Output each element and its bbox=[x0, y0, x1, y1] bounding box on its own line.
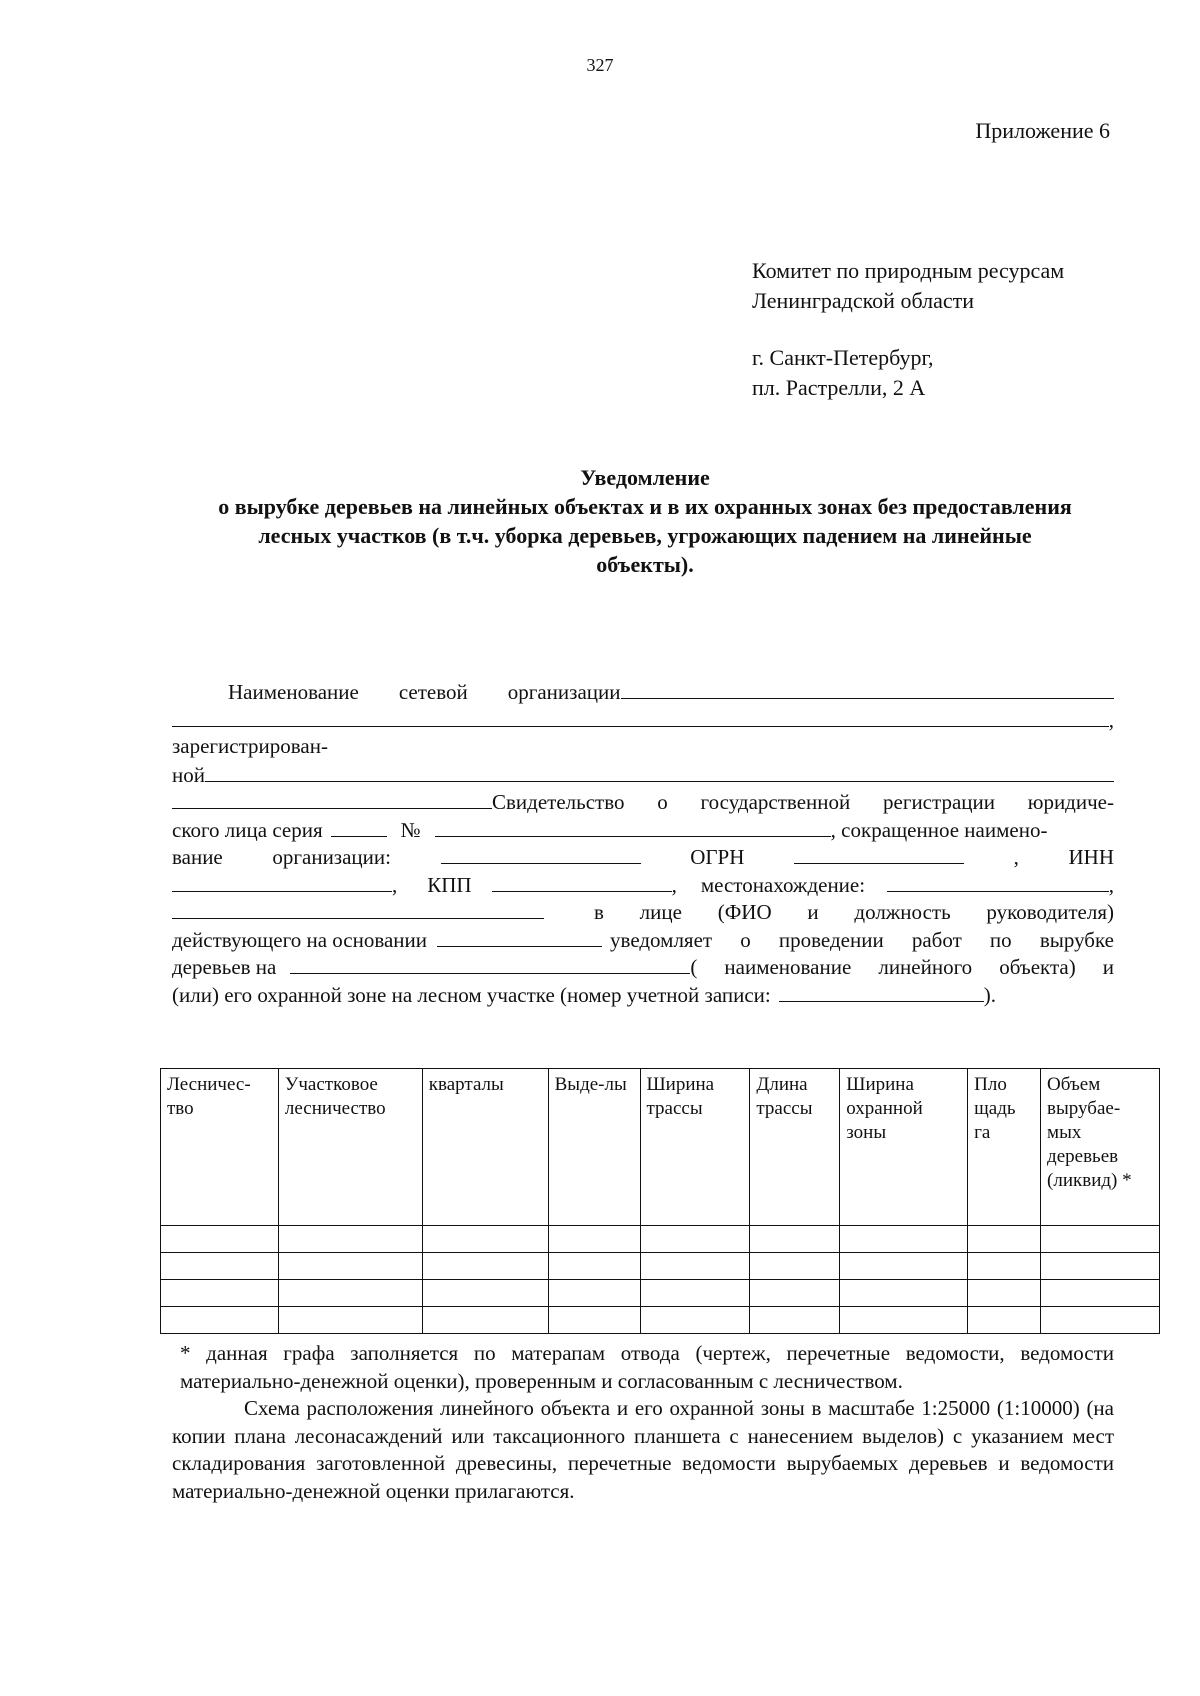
table-cell[interactable] bbox=[161, 1307, 279, 1334]
form-line-5 bbox=[172, 788, 1114, 816]
series-field[interactable] bbox=[331, 816, 387, 837]
form-line-2 bbox=[172, 706, 1114, 734]
table-cell[interactable] bbox=[161, 1253, 279, 1280]
table-cell[interactable] bbox=[968, 1307, 1041, 1334]
label-organizacii: организации: bbox=[272, 845, 391, 869]
comma: , bbox=[1108, 707, 1114, 732]
label-uvedomlyaet: уведомляет о проведении работ по вырубке bbox=[610, 927, 1114, 952]
table-cell[interactable] bbox=[422, 1226, 548, 1253]
label-close: ). bbox=[983, 982, 996, 1007]
table-cell[interactable] bbox=[1041, 1226, 1160, 1253]
schema-paragraph: Схема расположения линейного объекта и его охранной зоны в масштабе 1:25000 (1:10000) (на копии плана лесонасаждений или таксационного планшета с нанесением выделов) с указанием мест складирования заготовленной древесины, перечетные ведомости вырубаемых деревьев и ведомости материально-денежной оценки прилагаются. bbox=[172, 1396, 1114, 1503]
table-header-row bbox=[161, 1069, 1160, 1226]
table-cell[interactable] bbox=[161, 1280, 279, 1307]
table-cell[interactable] bbox=[548, 1280, 640, 1307]
page-number: 327 bbox=[586, 55, 614, 75]
location-field[interactable] bbox=[887, 871, 1109, 892]
label-org: организации bbox=[507, 680, 621, 704]
label-v-lice: в лице (ФИО и должность руководителя) bbox=[594, 900, 1114, 924]
table-cell[interactable] bbox=[278, 1280, 422, 1307]
table-cell[interactable] bbox=[640, 1226, 750, 1253]
label-mesto: местонахождение: bbox=[700, 872, 866, 897]
label-kpp: КПП bbox=[427, 872, 472, 897]
logging-table bbox=[160, 1068, 1160, 1334]
appendix-label: Приложение 6 bbox=[975, 118, 1110, 143]
form-line-10 bbox=[172, 926, 1114, 954]
comma-5: , bbox=[1108, 872, 1114, 897]
label-seria: ского лица серия bbox=[172, 817, 323, 842]
label-naim-lin: ( наименование линейного объекта) и bbox=[690, 955, 1114, 979]
label-naim: Наименование bbox=[228, 680, 359, 704]
label-ogrn: ОГРН bbox=[690, 845, 745, 869]
location-field-cont[interactable] bbox=[172, 898, 544, 919]
recipient-line-4: пл. Растрелли, 2 А bbox=[752, 375, 926, 400]
table-cell[interactable] bbox=[968, 1226, 1041, 1253]
form-line-4 bbox=[172, 761, 1114, 789]
recipient-org bbox=[752, 256, 1064, 316]
registration-field[interactable] bbox=[205, 761, 1114, 782]
label-zareg-2: ной bbox=[172, 762, 205, 787]
ogrn-field[interactable] bbox=[794, 843, 964, 864]
title-line-4: объекты). bbox=[596, 552, 694, 577]
footnote: * данная графа заполняется по матерапам отвода (чертеж, перечетные ведомости, ведомости материально-денежной оценки), проверенным и согласованным с лесничеством. bbox=[180, 1341, 1114, 1393]
table-cell[interactable] bbox=[548, 1307, 640, 1334]
table-row bbox=[161, 1226, 1160, 1253]
recipient-address bbox=[752, 343, 934, 403]
table-cell[interactable] bbox=[750, 1253, 840, 1280]
col-lesnichestvo: Лесничес-тво bbox=[161, 1069, 279, 1226]
table-cell[interactable] bbox=[840, 1226, 968, 1253]
label-sokr: , сокращенное наимено- bbox=[830, 817, 1048, 842]
org-name-field[interactable] bbox=[621, 678, 1115, 699]
table-cell[interactable] bbox=[750, 1226, 840, 1253]
table-cell[interactable] bbox=[750, 1307, 840, 1334]
form-line-6 bbox=[172, 816, 1114, 844]
form-line-8 bbox=[172, 871, 1114, 899]
table-cell[interactable] bbox=[640, 1307, 750, 1334]
label-deistv: действующего на основании bbox=[172, 927, 428, 952]
kpp-field[interactable] bbox=[492, 871, 672, 892]
table-cell[interactable] bbox=[278, 1226, 422, 1253]
table-cell[interactable] bbox=[968, 1253, 1041, 1280]
form-line-11 bbox=[172, 953, 1114, 981]
label-ili: (или) его охранной зоне на лесном участке (номер учетной записи: bbox=[172, 982, 771, 1007]
label-derevev-na: деревьев на bbox=[172, 955, 277, 979]
table-cell[interactable] bbox=[840, 1280, 968, 1307]
table-cell[interactable] bbox=[278, 1253, 422, 1280]
title-line-3: лесных участков (в т.ч. уборка деревьев, угрожающих падением на линейные bbox=[258, 523, 1032, 548]
table-cell[interactable] bbox=[548, 1253, 640, 1280]
col-uchastkovoe: Участковое лесничество bbox=[278, 1069, 422, 1226]
col-volume: Объем вырубае-мых деревьев (ликвид) * bbox=[1041, 1069, 1160, 1226]
label-inn: ИНН bbox=[1068, 845, 1114, 869]
table-cell[interactable] bbox=[640, 1280, 750, 1307]
title-line-1: Уведомление bbox=[580, 465, 710, 490]
col-area: Пло щадь га bbox=[968, 1069, 1041, 1226]
table-cell[interactable] bbox=[161, 1226, 279, 1253]
inn-field[interactable] bbox=[172, 871, 392, 892]
comma-4: , bbox=[671, 872, 677, 897]
table-cell[interactable] bbox=[422, 1280, 548, 1307]
table-cell[interactable] bbox=[1041, 1253, 1160, 1280]
table-cell[interactable] bbox=[278, 1307, 422, 1334]
table-cell[interactable] bbox=[422, 1253, 548, 1280]
form-line-7 bbox=[172, 843, 1114, 871]
table-cell[interactable] bbox=[750, 1280, 840, 1307]
col-vydely: Выде-лы bbox=[548, 1069, 640, 1226]
col-kvartaly: кварталы bbox=[422, 1069, 548, 1226]
label-zareg-1: зарегистрирован- bbox=[172, 734, 328, 758]
comma-3: , bbox=[392, 872, 398, 897]
registration-field-cont[interactable] bbox=[172, 788, 492, 809]
recipient-line-2: Ленинградской области bbox=[752, 288, 974, 313]
table-row bbox=[161, 1280, 1160, 1307]
col-length-route: Длина трассы bbox=[750, 1069, 840, 1226]
form-line-3 bbox=[172, 733, 1114, 761]
label-setevoy: сетевой bbox=[398, 680, 468, 704]
org-name-field-cont[interactable] bbox=[172, 706, 1109, 727]
recipient-line-3: г. Санкт-Петербург, bbox=[752, 345, 934, 370]
table-cell[interactable] bbox=[840, 1253, 968, 1280]
table-cell[interactable] bbox=[422, 1307, 548, 1334]
col-width-zone: Ширина охранной зоны bbox=[840, 1069, 968, 1226]
table-row bbox=[161, 1253, 1160, 1280]
title-line-2: о вырубке деревьев на линейных объектах и в их охранных зонах без предоставления bbox=[218, 494, 1072, 519]
short-name-field[interactable] bbox=[441, 843, 641, 864]
basis-field[interactable] bbox=[437, 926, 602, 947]
document-title bbox=[150, 463, 1140, 579]
label-vanie: вание bbox=[172, 845, 223, 869]
label-nomer: № bbox=[400, 817, 421, 842]
col-width-route: Ширина трассы bbox=[640, 1069, 750, 1226]
notes bbox=[172, 1340, 1114, 1505]
table-cell[interactable] bbox=[640, 1253, 750, 1280]
record-number-field[interactable] bbox=[779, 981, 984, 1002]
table-row bbox=[161, 1307, 1160, 1334]
form-line-12 bbox=[172, 981, 1114, 1009]
form-body bbox=[172, 678, 1114, 1008]
table-cell[interactable] bbox=[1041, 1280, 1160, 1307]
table-cell[interactable] bbox=[968, 1280, 1041, 1307]
line-object-field[interactable] bbox=[290, 953, 690, 974]
form-line-9 bbox=[172, 898, 1114, 926]
table-cell[interactable] bbox=[1041, 1307, 1160, 1334]
number-field[interactable] bbox=[435, 816, 831, 837]
comma-2: , bbox=[1013, 845, 1019, 869]
recipient-line-1: Комитет по природным ресурсам bbox=[752, 258, 1065, 283]
form-line-1 bbox=[172, 678, 1114, 706]
table-cell[interactable] bbox=[840, 1307, 968, 1334]
label-svid: Свидетельство о государственной регистрации юридиче- bbox=[492, 790, 1114, 814]
table-cell[interactable] bbox=[548, 1226, 640, 1253]
